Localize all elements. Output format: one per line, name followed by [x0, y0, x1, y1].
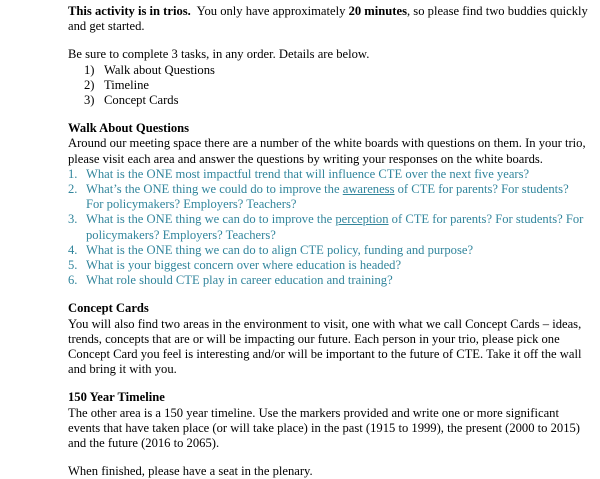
walk-about-heading: Walk About Questions: [68, 121, 190, 136]
question-text: What role should CTE play in career education and training?: [86, 273, 393, 288]
intro-time: 20 minutes: [348, 4, 407, 18]
intro-bold-lead: This activity is in trios.: [68, 4, 191, 18]
question-number: 6.: [68, 273, 78, 288]
closing-text: When finished, please have a seat in the plenary.: [68, 464, 313, 479]
task-number: 1): [84, 62, 95, 77]
question-text: What is the ONE thing we can do to improve the: [86, 212, 336, 227]
question-number: 5.: [68, 258, 78, 273]
question-text: What’s the ONE thing we could do to improve the: [86, 182, 343, 197]
intro-text-b: , so please find two buddies quickly and get started.: [68, 4, 588, 34]
walk-about-body: Around our meeting space there are a number of the white boards with questions on them. In your trio, please visit each area and answer the questions by writing your responses on the white boards.: [68, 136, 586, 166]
tasks-intro: Be sure to complete 3 tasks, in any order. Details are below.: [68, 47, 370, 62]
question-number: 1.: [68, 166, 78, 181]
question-emphasis: perception: [335, 212, 389, 227]
question-item: [68, 212, 588, 242]
question-number: 4.: [68, 242, 78, 257]
question-number: 3.: [68, 212, 78, 227]
intro-paragraph: [68, 4, 588, 34]
task-number: 3): [84, 93, 95, 108]
question-text-rest: of CTE for parents? For students? For policymakers? Employers? Teachers?: [86, 182, 569, 212]
task-label: Timeline: [104, 77, 150, 92]
timeline-body: The other area is a 150 year timeline. Use the markers provided and write one or more significant events that have taken place (or will take place) in the past (1915 to 1999), the present (2000 to 2015) and the future (2016 to 2065).: [68, 405, 580, 451]
concept-cards-body: You will also find two areas in the environment to visit, one with what we call Concept Cards – ideas, trends, concepts that are or will be impacting our future. Each person in your trio, please pick one Concept Card you feel is interesting and/or will be important to the future of CTE. Take it off the wall and bring it with you.: [68, 316, 582, 377]
task-number: 2): [84, 77, 95, 92]
question-item: [68, 182, 588, 212]
question-item: [68, 258, 588, 273]
task-item: [68, 63, 588, 78]
question-emphasis: awareness: [342, 182, 395, 197]
question-text-rest: of CTE for parents? For students? For policymakers? Employers? Teachers?: [86, 212, 584, 242]
question-text: What is the ONE most impactful trend that will influence CTE over the next five years?: [86, 166, 530, 181]
timeline-heading: 150 Year Timeline: [68, 390, 165, 405]
question-number: 2.: [68, 182, 78, 197]
question-text: What is your biggest concern over where education is headed?: [86, 258, 402, 273]
intro-text-a: You only have approximately: [190, 4, 349, 18]
document-page: [68, 4, 588, 479]
concept-cards-heading: Concept Cards: [68, 301, 149, 316]
question-item: [68, 243, 588, 258]
question-item: [68, 273, 588, 288]
task-item: [68, 78, 588, 93]
question-text: What is the ONE thing we can do to align CTE policy, funding and purpose?: [86, 242, 474, 257]
questions-list: [68, 167, 588, 289]
task-label: Concept Cards: [104, 93, 179, 108]
task-label: Walk about Questions: [104, 62, 215, 77]
task-item: [68, 93, 588, 108]
tasks-list: [68, 63, 588, 109]
question-item: [68, 167, 588, 182]
